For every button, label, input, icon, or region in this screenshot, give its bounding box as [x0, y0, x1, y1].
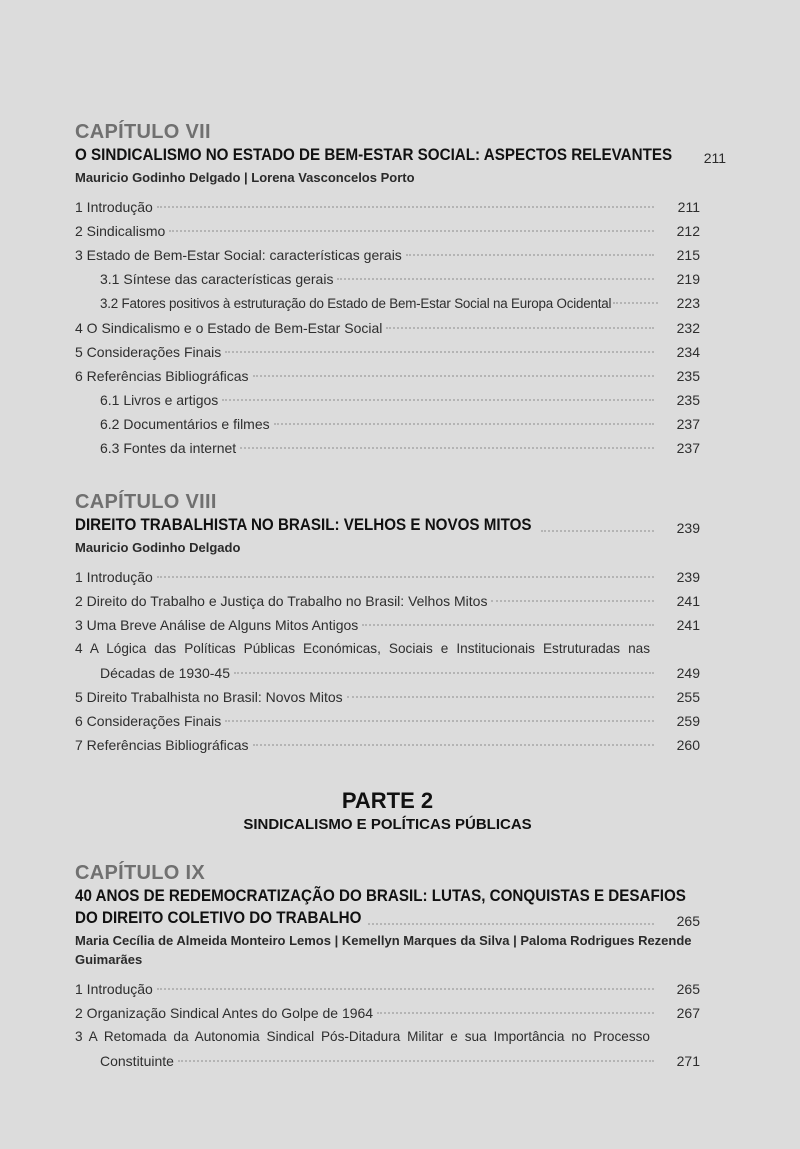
toc-subentry[interactable] [75, 436, 700, 460]
leader-dots [222, 399, 654, 401]
page-number: 211 [703, 150, 727, 166]
entry-label: 5 Considerações Finais [75, 344, 222, 360]
page-number: 237 [676, 416, 700, 432]
page-number: 239 [676, 520, 700, 536]
leader-dots [613, 302, 658, 304]
leader-dots [541, 530, 654, 532]
toc-entry[interactable] [75, 637, 700, 685]
leader-dots [157, 206, 654, 208]
chapter-title: O SINDICALISMO NO ESTADO DE BEM-ESTAR SOCIAL: ASPECTOS RELEVANTES [75, 146, 673, 164]
table-of-contents [75, 120, 727, 1073]
leader-dots [362, 624, 654, 626]
leader-dots [240, 447, 654, 449]
toc-subentry[interactable] [75, 267, 700, 291]
entry-label: 6 Considerações Finais [75, 713, 222, 729]
toc-entry[interactable] [75, 589, 700, 613]
leader-dots [368, 923, 654, 925]
entry-label: 6.2 Documentários e filmes [100, 416, 270, 432]
page-number: 255 [676, 689, 700, 705]
leader-dots [274, 423, 654, 425]
page-number: 235 [676, 392, 700, 408]
entry-label: 3 A Retomada da Autonomia Sindical Pós-Ditadura Militar e sua Importância no Processo [75, 1029, 650, 1044]
page-number: 265 [676, 913, 700, 929]
page-number: 232 [676, 320, 700, 336]
leader-dots [253, 744, 654, 746]
page-number: 241 [676, 617, 700, 633]
entry-label: 6 Referências Bibliográficas [75, 368, 249, 384]
leader-dots [386, 327, 654, 329]
chapter-entries [75, 977, 700, 1073]
toc-entry[interactable] [75, 316, 700, 340]
chapter-title-row[interactable] [75, 514, 700, 536]
chapter-entries [75, 565, 700, 757]
chapter-title-row[interactable] [75, 144, 727, 166]
page-number: 237 [676, 440, 700, 456]
page-number: 267 [676, 1005, 700, 1021]
part-heading [75, 787, 700, 835]
leader-dots [225, 720, 654, 722]
page-number: 215 [676, 247, 700, 263]
page-number: 241 [676, 593, 700, 609]
chapter-authors: Maria Cecília de Almeida Monteiro Lemos | Kemellyn Marques da Silva | Paloma Rodrigues Rezende Guimarães [75, 933, 692, 967]
page-number: 223 [676, 295, 700, 311]
toc-subentry[interactable] [75, 291, 700, 316]
toc-entry[interactable] [75, 709, 700, 733]
part-subtitle: SINDICALISMO E POLÍTICAS PÚBLICAS [243, 816, 532, 833]
chapter-label: CAPÍTULO VII [75, 121, 211, 143]
leader-dots [178, 1060, 654, 1062]
page-number: 271 [676, 1053, 700, 1069]
toc-entry[interactable] [75, 565, 700, 589]
page-number: 234 [676, 344, 700, 360]
page-number: 212 [676, 223, 700, 239]
page-number: 219 [676, 271, 700, 287]
chapter-authors: Mauricio Godinho Delgado | Lorena Vasconcelos Porto [75, 170, 415, 185]
leader-dots [337, 278, 654, 280]
leader-dots [377, 1012, 654, 1014]
chapter-vii [75, 120, 727, 460]
toc-subentry[interactable] [75, 388, 700, 412]
entry-label: 2 Organização Sindical Antes do Golpe de 1964 [75, 1005, 374, 1021]
entry-label: 6.1 Livros e artigos [100, 392, 219, 408]
entry-label: 3 Estado de Bem-Estar Social: características gerais [75, 247, 402, 263]
toc-entry[interactable] [75, 613, 700, 637]
entry-label-continued: Décadas de 1930-45 [100, 665, 230, 681]
entry-label: 4 A Lógica das Políticas Públicas Económicas, Sociais e Institucionais Estruturadas nas [75, 641, 650, 656]
entry-label: 3.1 Síntese das características gerais [100, 271, 334, 287]
entry-label: 1 Introdução [75, 199, 153, 215]
toc-entry[interactable] [75, 733, 700, 757]
toc-entry[interactable] [75, 1001, 700, 1025]
toc-subentry[interactable] [75, 412, 700, 436]
entry-label: 1 Introdução [75, 569, 153, 585]
leader-dots [157, 576, 654, 578]
page-number: 259 [676, 713, 700, 729]
toc-entry[interactable] [75, 219, 700, 243]
leader-dots [169, 230, 654, 232]
entry-label: 3.2 Fatores positivos à estruturação do Estado de Bem-Estar Social na Europa Ocidental [100, 296, 612, 311]
chapter-viii [75, 490, 700, 757]
toc-entry[interactable] [75, 1025, 700, 1073]
page-number: 260 [676, 737, 700, 753]
page-number: 235 [676, 368, 700, 384]
page-number: 249 [676, 665, 700, 681]
toc-entry[interactable] [75, 685, 700, 709]
entry-label: 2 Sindicalismo [75, 223, 166, 239]
toc-entry[interactable] [75, 195, 700, 219]
chapter-title-row[interactable] [75, 907, 700, 929]
part-title: PARTE 2 [341, 788, 434, 813]
toc-entry[interactable] [75, 243, 700, 267]
page-number: 239 [676, 569, 700, 585]
leader-dots [157, 988, 654, 990]
entry-label: 6.3 Fontes da internet [100, 440, 237, 456]
chapter-label: CAPÍTULO IX [75, 862, 205, 884]
entry-label: 1 Introdução [75, 981, 153, 997]
chapter-title: DIREITO TRABALHISTA NO BRASIL: VELHOS E NOVOS MITOS [75, 516, 532, 534]
entry-label: 3 Uma Breve Análise de Alguns Mitos Antigos [75, 617, 359, 633]
entry-label: 2 Direito do Trabalho e Justiça do Trabalho no Brasil: Velhos Mitos [75, 593, 488, 609]
entry-label: 5 Direito Trabalhista no Brasil: Novos Mitos [75, 689, 343, 705]
leader-dots [347, 696, 654, 698]
chapter-label: CAPÍTULO VIII [75, 491, 217, 513]
chapter-ix [75, 861, 700, 1073]
chapter-title-line2: DO DIREITO COLETIVO DO TRABALHO [75, 909, 362, 927]
page-number: 211 [677, 199, 700, 215]
entry-label: 4 O Sindicalismo e o Estado de Bem-Estar Social [75, 320, 383, 336]
leader-dots [234, 672, 654, 674]
chapter-entries [75, 195, 700, 460]
toc-entry[interactable] [75, 364, 700, 388]
leader-dots [406, 254, 654, 256]
leader-dots [491, 600, 654, 602]
leader-dots [253, 375, 654, 377]
toc-entry[interactable] [75, 977, 700, 1001]
entry-label: 7 Referências Bibliográficas [75, 737, 249, 753]
leader-dots [225, 351, 654, 353]
entry-label-continued: Constituinte [100, 1053, 174, 1069]
toc-entry[interactable] [75, 340, 700, 364]
chapter-authors: Mauricio Godinho Delgado [75, 540, 241, 555]
page-number: 265 [676, 981, 700, 997]
chapter-title-line1: 40 ANOS DE REDEMOCRATIZAÇÃO DO BRASIL: LUTAS, CONQUISTAS E DESAFIOS [75, 887, 686, 905]
